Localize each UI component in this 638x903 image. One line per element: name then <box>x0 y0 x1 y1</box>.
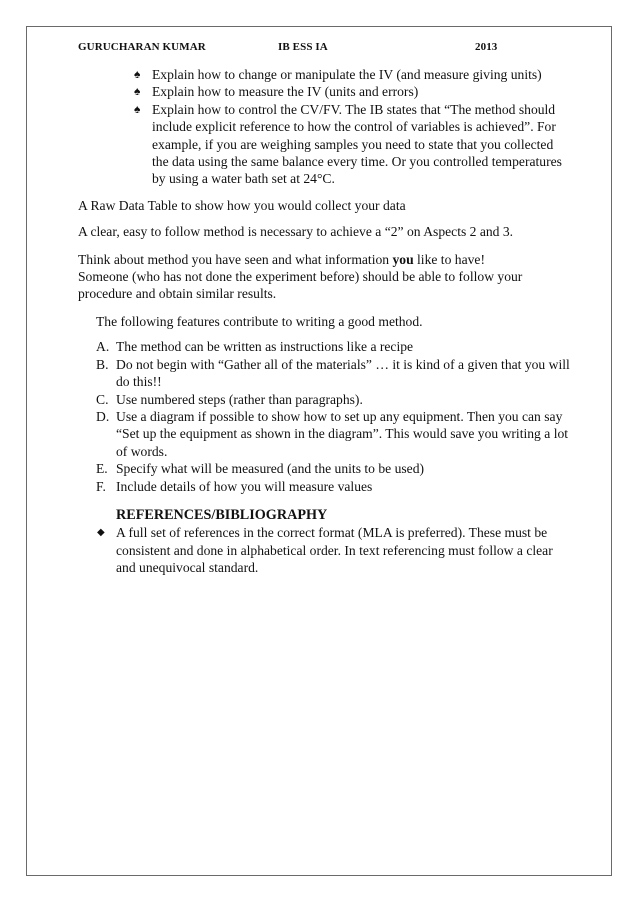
header-author: GURUCHARAN KUMAR <box>78 41 206 53</box>
think-text-after: like to have! <box>413 251 485 267</box>
list-item <box>78 66 572 83</box>
list-item-text: Explain how to control the CV/FV. The IB states that “The method should include explicit reference to how the control of variables is achieved”. For example, if you are weighing samples you need to state that you collected the data using the same balance every time. Or you controlled temperatures by using a water bath set at 24°C. <box>152 101 562 187</box>
features-intro: The following features contribute to writing a good method. <box>96 313 423 329</box>
raw-data-paragraph: A Raw Data Table to show how you would collect your data <box>78 197 406 213</box>
list-item-text: Specify what will be measured (and the units to be used) <box>116 461 425 477</box>
list-item <box>78 391 572 408</box>
spade-bullet-icon: ♠ <box>134 67 141 81</box>
page-header <box>78 41 558 55</box>
list-item-text: Use numbered steps (rather than paragraphs). <box>116 391 363 407</box>
list-item-letter: D. <box>96 408 110 424</box>
list-item-letter: C. <box>96 391 109 407</box>
references-heading: REFERENCES/BIBLIOGRAPHY <box>116 506 328 523</box>
criteria-list <box>78 66 572 188</box>
list-item-text: Explain how to measure the IV (units and errors) <box>152 84 419 100</box>
list-item-text: Use a diagram if possible to show how to set up any equipment. Then you can say “Set up the equipment as shown in the diagram”. This would save you writing a lot of words. <box>116 408 569 459</box>
spade-bullet-icon: ♠ <box>134 84 141 99</box>
list-item-letter: F. <box>96 478 106 494</box>
list-item-letter: A. <box>96 339 110 355</box>
header-year: 2013 <box>475 41 498 53</box>
list-item <box>78 101 572 188</box>
someone-text: Someone (who has not done the experiment before) should be able to follow your procedure and obtain similar results. <box>78 269 523 302</box>
list-item-text: Do not begin with “Gather all of the materials” … it is kind of a given that you will do this!! <box>116 356 570 390</box>
list-item <box>78 83 572 100</box>
page-content <box>78 66 572 577</box>
list-item-text: A full set of references in the correct format (MLA is preferred). These must be consistent and done in alphabetical order. In text referencing must follow a clear and unequivocal standard. <box>116 525 553 576</box>
list-item-letter: E. <box>96 461 108 477</box>
header-course: IB ESS IA <box>278 41 328 53</box>
list-item-text: The method can be written as instructions like a recipe <box>116 339 414 355</box>
clear-method-paragraph: A clear, easy to follow method is necessary to achieve a “2” on Aspects 2 and 3. <box>78 224 514 240</box>
features-list <box>78 338 572 495</box>
list-item-text: Include details of how you will measure values <box>116 478 373 494</box>
list-item <box>78 338 572 355</box>
spade-bullet-icon: ♠ <box>134 101 141 116</box>
think-paragraph <box>78 251 572 303</box>
list-item <box>78 524 572 576</box>
list-item-letter: B. <box>96 356 109 372</box>
list-item <box>78 408 572 460</box>
diamond-bullet-icon: ◆ <box>97 527 105 539</box>
list-item <box>78 460 572 477</box>
references-list <box>78 524 572 576</box>
think-text-bold: you <box>392 251 414 267</box>
list-item <box>78 356 572 391</box>
list-item <box>78 478 572 495</box>
think-text-before: Think about method you have seen and what information <box>78 251 393 267</box>
list-item-text: Explain how to change or manipulate the IV (and measure giving units) <box>152 67 542 82</box>
